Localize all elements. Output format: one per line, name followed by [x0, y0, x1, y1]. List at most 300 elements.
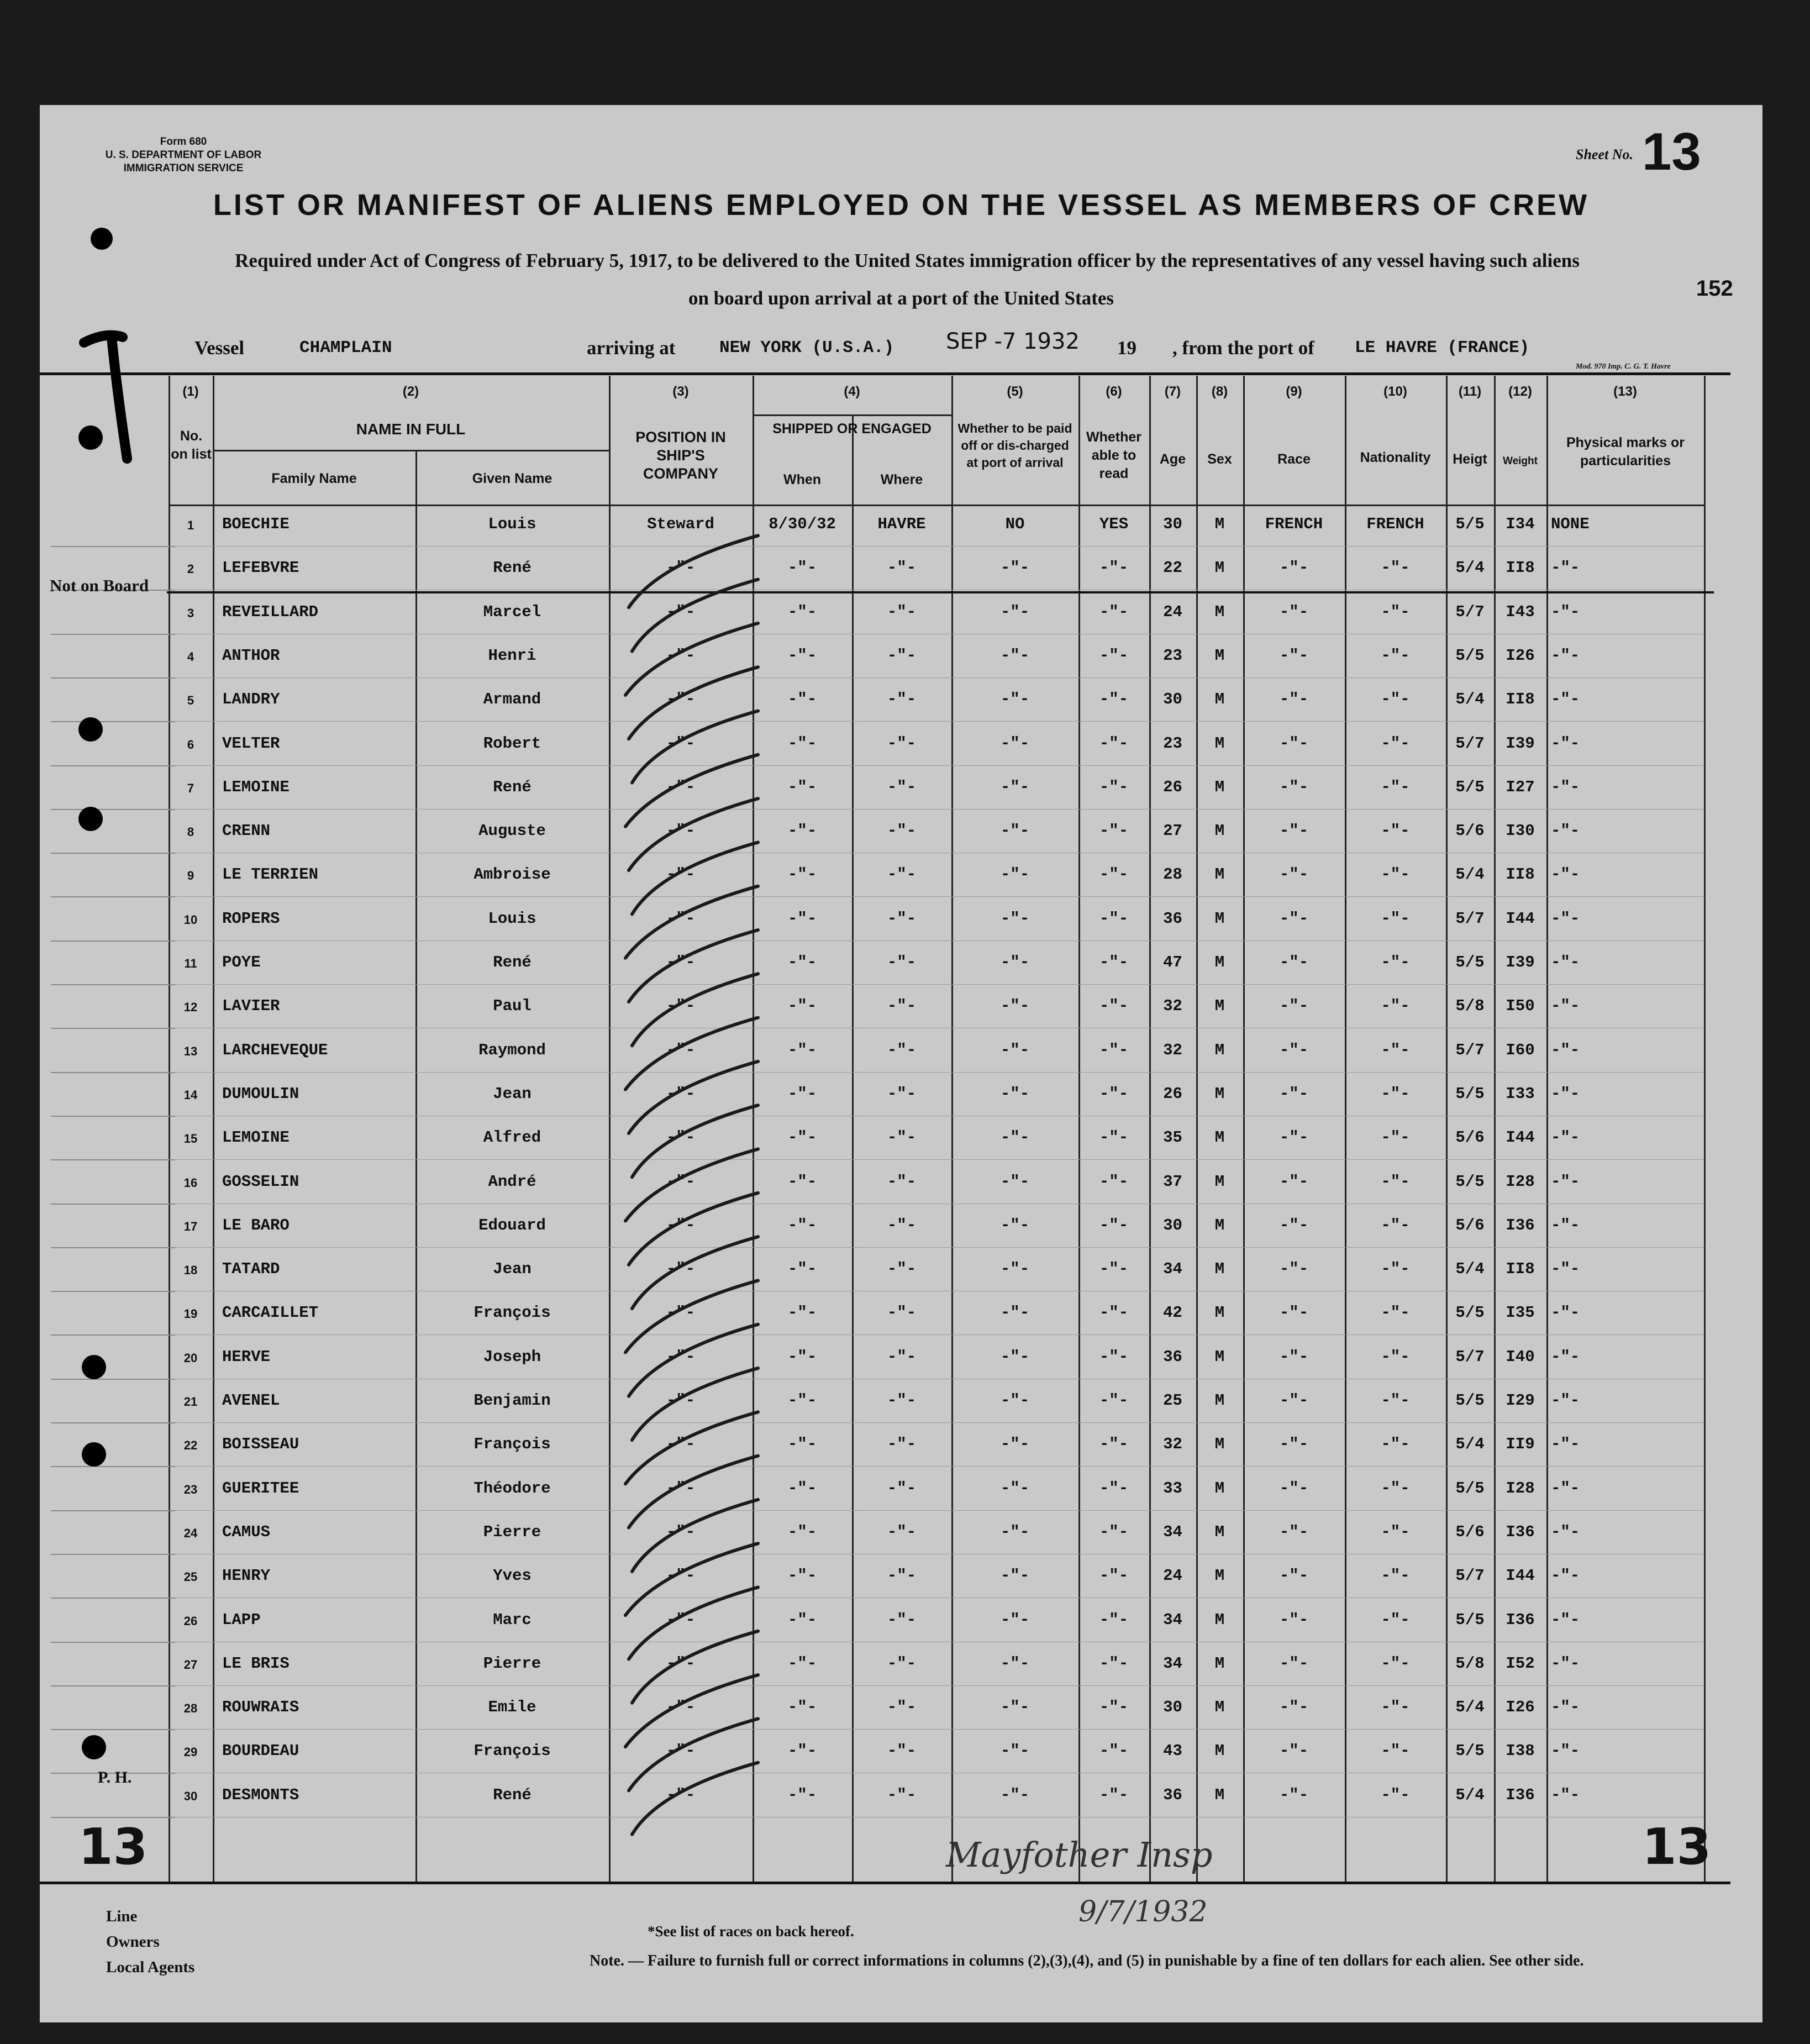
row-shipped-when: -"-: [787, 777, 817, 796]
row-able-to-read: -"-: [1099, 865, 1129, 884]
row-shipped-when: -"-: [787, 1391, 817, 1410]
table-row: [40, 1730, 1762, 1773]
row-able-to-read: -"-: [1099, 1084, 1129, 1103]
row-given-name: Benjamin: [473, 1391, 551, 1410]
row-shipped-where: -"-: [887, 690, 917, 709]
table-row: [40, 1686, 1762, 1730]
document-subtitle-line1: Required under Act of Congress of February 5, 1917, to be delivered to the United States immigration officer by the representatives of any vessel having such aliens: [235, 250, 1580, 271]
row-family-name: LE BARO: [222, 1216, 290, 1234]
row-family-name: LEMOINE: [222, 1128, 290, 1147]
row-age: 32: [1163, 997, 1182, 1016]
check-mark: [632, 580, 758, 651]
table-row: [40, 547, 1762, 590]
row-nationality: -"-: [1381, 1304, 1410, 1322]
row-race: -"-: [1279, 777, 1309, 796]
row-family-name: BOECHIE: [222, 515, 290, 533]
row-number: 27: [183, 1657, 198, 1672]
row-family-name: LE BRIS: [222, 1654, 290, 1673]
row-number: 19: [183, 1307, 198, 1321]
row-able-to-read: -"-: [1099, 1567, 1129, 1585]
row-nationality: -"-: [1381, 690, 1410, 709]
from-port-label: , from the port of: [1172, 337, 1314, 359]
row-number: 5: [187, 693, 194, 708]
check-mark: [632, 1763, 758, 1835]
row-family-name: DESMONTS: [222, 1785, 299, 1804]
row-number: 13: [183, 1044, 198, 1058]
row-able-to-read: -"-: [1099, 1172, 1129, 1191]
row-age: 36: [1163, 1347, 1182, 1366]
row-physical-marks: -"-: [1551, 559, 1580, 577]
row-age: 36: [1163, 1785, 1182, 1804]
row-able-to-read: -"-: [1099, 1216, 1129, 1234]
row-nationality: -"-: [1381, 1610, 1410, 1629]
check-mark: [632, 1368, 758, 1440]
row-sex: M: [1214, 1084, 1225, 1103]
penalty-note: Note. — Failure to furnish full or correct informations in columns (2),(3),(4), and (5) in punishable by a fine of ten dollars for each alien. See other side.: [590, 1952, 1584, 1969]
row-shipped-where: -"-: [887, 1698, 917, 1717]
row-paid-off: -"-: [1000, 1785, 1030, 1804]
row-nationality: -"-: [1381, 822, 1410, 840]
row-sex: M: [1214, 1522, 1225, 1541]
row-able-to-read: -"-: [1099, 997, 1129, 1016]
row-family-name: HERVE: [222, 1347, 271, 1366]
row-able-to-read: -"-: [1099, 1785, 1129, 1804]
row-height: 5/4: [1455, 690, 1485, 709]
row-number: 10: [183, 912, 198, 927]
header-paid-off: Whether to be paid off or dis-charged at port of arrival: [957, 421, 1072, 470]
from-port: LE HAVRE (FRANCE): [1355, 338, 1530, 358]
row-able-to-read: -"-: [1099, 822, 1129, 840]
table-row: [40, 1336, 1762, 1379]
row-position: -"-: [666, 1435, 696, 1454]
row-shipped-when: -"-: [787, 559, 817, 577]
row-given-name: Raymond: [478, 1041, 546, 1059]
row-race: -"-: [1279, 1084, 1309, 1103]
row-shipped-when: -"-: [787, 1522, 817, 1541]
colnum-8: (8): [1211, 384, 1228, 399]
row-age: 43: [1163, 1742, 1182, 1761]
row-number: 1: [187, 518, 194, 532]
not-on-board-strike-line: [167, 591, 1714, 593]
name-subheader-line: [213, 450, 609, 451]
row-position: -"-: [666, 909, 696, 928]
row-race: -"-: [1279, 1128, 1309, 1147]
row-sex: M: [1214, 1610, 1225, 1629]
row-weight: I27: [1506, 777, 1535, 796]
row-position: -"-: [666, 646, 696, 665]
row-given-name: René: [493, 1785, 532, 1804]
row-height: 5/4: [1455, 1260, 1485, 1279]
row-race: FRENCH: [1265, 515, 1323, 533]
document-subtitle-line2: on board upon arrival at a port of the United States: [688, 287, 1114, 309]
check-mark: [629, 1719, 758, 1790]
row-number: 6: [187, 737, 194, 752]
row-height: 5/8: [1455, 997, 1485, 1016]
row-able-to-read: -"-: [1099, 1742, 1129, 1761]
row-race: -"-: [1279, 1435, 1309, 1454]
row-sex: M: [1214, 997, 1225, 1016]
colnum-9: (9): [1286, 384, 1302, 399]
row-able-to-read: -"-: [1099, 1479, 1129, 1497]
row-weight: I30: [1506, 822, 1535, 840]
row-position: -"-: [666, 1522, 696, 1541]
row-age: 23: [1163, 734, 1182, 753]
row-shipped-where: -"-: [887, 646, 917, 665]
form-number: Form 680: [160, 136, 207, 148]
row-race: -"-: [1279, 1172, 1309, 1191]
row-age: 26: [1163, 777, 1182, 796]
row-position: -"-: [666, 822, 696, 840]
row-able-to-read: -"-: [1099, 690, 1129, 709]
row-nationality: -"-: [1381, 1479, 1410, 1497]
row-race: -"-: [1279, 1610, 1309, 1629]
row-height: 5/5: [1455, 1610, 1485, 1629]
row-sex: M: [1214, 1260, 1225, 1279]
row-physical-marks: -"-: [1551, 777, 1580, 796]
row-able-to-read: -"-: [1099, 734, 1129, 753]
sheet-number: 13: [1642, 122, 1701, 181]
row-position: -"-: [666, 1391, 696, 1410]
header-given-name: Given Name: [472, 471, 553, 486]
table-row: [40, 1467, 1762, 1511]
header-physical-marks: Physical marks or particularities: [1566, 435, 1685, 469]
row-shipped-where: -"-: [887, 602, 917, 621]
page-number: 152: [1696, 276, 1733, 301]
row-height: 5/5: [1455, 515, 1485, 533]
row-weight: I36: [1506, 1216, 1535, 1234]
row-position: -"-: [666, 1347, 696, 1366]
row-shipped-where: -"-: [887, 1610, 917, 1629]
check-mark: [632, 1105, 758, 1177]
row-weight: I39: [1506, 953, 1535, 971]
table-bottom-border: [40, 1882, 1730, 1884]
table-row: [40, 1599, 1762, 1642]
row-nationality: -"-: [1381, 1128, 1410, 1147]
row-sex: M: [1214, 1435, 1225, 1454]
row-shipped-when: -"-: [787, 865, 817, 884]
row-family-name: LANDRY: [222, 690, 280, 709]
row-sex: M: [1214, 909, 1225, 928]
row-sex: M: [1214, 1567, 1225, 1585]
row-shipped-when: -"-: [787, 1610, 817, 1629]
row-nationality: -"-: [1381, 734, 1410, 753]
row-shipped-where: -"-: [887, 953, 917, 971]
row-given-name: Pierre: [483, 1522, 541, 1541]
sheet-label: Sheet No.: [1576, 146, 1633, 162]
header-when: When: [783, 472, 822, 487]
colnum-7: (7): [1164, 384, 1181, 399]
row-age: 27: [1163, 822, 1182, 840]
row-given-name: Paul: [493, 997, 532, 1016]
row-nationality: -"-: [1381, 1084, 1410, 1103]
check-mark: [632, 1237, 758, 1309]
row-paid-off: -"-: [1000, 1522, 1030, 1541]
row-family-name: CAMUS: [222, 1522, 271, 1541]
department-name: U. S. DEPARTMENT OF LABOR: [105, 149, 262, 161]
row-physical-marks: -"-: [1551, 734, 1580, 753]
row-height: 5/5: [1455, 1172, 1485, 1191]
row-number: 9: [187, 869, 194, 883]
row-shipped-where: -"-: [887, 1742, 917, 1761]
colnum-12: (12): [1508, 384, 1532, 399]
header-name-in-full: NAME IN FULL: [356, 421, 466, 438]
row-position: -"-: [666, 1567, 696, 1585]
row-sex: M: [1214, 1391, 1225, 1410]
row-nationality: -"-: [1381, 1435, 1410, 1454]
row-shipped-when: -"-: [787, 1304, 817, 1322]
header-race: Race: [1277, 451, 1311, 467]
row-age: 26: [1163, 1084, 1182, 1103]
row-weight: II9: [1506, 1435, 1535, 1454]
row-weight: I28: [1506, 1479, 1535, 1497]
header-no-on-list: No. on list: [171, 428, 212, 462]
row-race: -"-: [1279, 602, 1309, 621]
row-nationality: -"-: [1381, 777, 1410, 796]
row-shipped-when: -"-: [787, 1742, 817, 1761]
table-row: [40, 634, 1762, 678]
footer-local-agents-label: Local Agents: [106, 1958, 195, 1976]
row-race: -"-: [1279, 997, 1309, 1016]
row-shipped-where: -"-: [887, 1479, 917, 1497]
row-nationality: -"-: [1381, 1172, 1410, 1191]
row-physical-marks: -"-: [1551, 865, 1580, 884]
row-shipped-where: -"-: [887, 1391, 917, 1410]
row-able-to-read: -"-: [1099, 646, 1129, 665]
row-position: -"-: [666, 777, 696, 796]
row-weight: I33: [1506, 1084, 1535, 1103]
row-given-name: Ambroise: [473, 865, 551, 884]
row-weight: I44: [1506, 909, 1535, 928]
row-given-name: Joseph: [483, 1347, 541, 1366]
table-row: [40, 1204, 1762, 1248]
row-number: 29: [183, 1745, 198, 1759]
colnum-3: (3): [672, 384, 689, 399]
row-number: 12: [183, 1000, 198, 1015]
row-sex: M: [1214, 515, 1225, 533]
row-given-name: René: [493, 953, 532, 971]
row-nationality: -"-: [1381, 1522, 1410, 1541]
row-number: 15: [183, 1132, 198, 1146]
row-physical-marks: -"-: [1551, 953, 1580, 971]
table-row: [40, 1423, 1762, 1467]
row-race: -"-: [1279, 1391, 1309, 1410]
row-height: 5/4: [1455, 865, 1485, 884]
row-weight: I35: [1506, 1304, 1535, 1322]
row-family-name: CARCAILLET: [222, 1304, 319, 1322]
row-age: 35: [1163, 1128, 1182, 1147]
row-able-to-read: YES: [1099, 515, 1129, 533]
row-shipped-when: 8/30/32: [769, 515, 836, 533]
row-given-name: Armand: [483, 690, 541, 709]
row-given-name: Marc: [493, 1610, 532, 1629]
margin-note-not-on-board: Not on Board: [50, 576, 149, 595]
row-race: -"-: [1279, 1304, 1309, 1322]
row-height: 5/7: [1455, 1567, 1485, 1585]
table-row: [40, 1291, 1762, 1335]
row-position: -"-: [666, 1041, 696, 1059]
row-shipped-when: -"-: [787, 690, 817, 709]
row-shipped-when: -"-: [787, 1654, 817, 1673]
row-nationality: -"-: [1381, 1567, 1410, 1585]
row-weight: I40: [1506, 1347, 1535, 1366]
punch-hole: [82, 1442, 106, 1467]
row-position: -"-: [666, 1785, 696, 1804]
header-family-name: Family Name: [271, 471, 357, 486]
colnum-6: (6): [1106, 384, 1122, 399]
row-number: 20: [183, 1351, 198, 1365]
arriving-port: NEW YORK (U.S.A.): [719, 338, 895, 358]
row-able-to-read: -"-: [1099, 1260, 1129, 1279]
row-age: 34: [1163, 1522, 1182, 1541]
row-family-name: LE TERRIEN: [222, 865, 319, 884]
row-position: -"-: [666, 602, 696, 621]
row-age: 23: [1163, 646, 1182, 665]
punch-hole: [91, 228, 113, 250]
row-shipped-where: -"-: [887, 1304, 917, 1322]
service-name: IMMIGRATION SERVICE: [123, 162, 244, 174]
row-position: -"-: [666, 1698, 696, 1717]
row-position: -"-: [666, 1084, 696, 1103]
row-shipped-when: -"-: [787, 1172, 817, 1191]
row-position: -"-: [666, 690, 696, 709]
row-race: -"-: [1279, 1742, 1309, 1761]
row-race: -"-: [1279, 1216, 1309, 1234]
row-nationality: -"-: [1381, 865, 1410, 884]
row-number: 24: [183, 1526, 198, 1540]
margin-note-ph: P. H.: [98, 1768, 132, 1786]
row-height: 5/7: [1455, 909, 1485, 928]
row-family-name: ROUWRAIS: [222, 1698, 299, 1717]
row-family-name: LEMOINE: [222, 777, 290, 796]
row-paid-off: -"-: [1000, 734, 1030, 753]
check-mark: [629, 930, 758, 1002]
row-shipped-where: -"-: [887, 1172, 917, 1191]
row-nationality: -"-: [1381, 1216, 1410, 1234]
row-physical-marks: -"-: [1551, 1084, 1580, 1103]
row-number: 18: [183, 1263, 198, 1278]
row-able-to-read: -"-: [1099, 1654, 1129, 1673]
row-paid-off: -"-: [1000, 1084, 1030, 1103]
check-mark: [629, 1062, 758, 1133]
row-race: -"-: [1279, 646, 1309, 665]
row-able-to-read: -"-: [1099, 1522, 1129, 1541]
row-shipped-when: -"-: [787, 822, 817, 840]
row-sex: M: [1214, 953, 1225, 971]
races-footnote: *See list of races on back hereof.: [648, 1923, 854, 1940]
row-shipped-where: -"-: [887, 1041, 917, 1059]
row-race: -"-: [1279, 822, 1309, 840]
row-shipped-where: -"-: [887, 822, 917, 840]
table-row: [40, 1642, 1762, 1686]
row-sex: M: [1214, 1785, 1225, 1804]
check-mark: [632, 711, 758, 783]
table-row: [40, 1116, 1762, 1160]
row-weight: I38: [1506, 1742, 1535, 1761]
row-age: 34: [1163, 1610, 1182, 1629]
colnum-5: (5): [1007, 384, 1023, 399]
row-weight: I26: [1506, 646, 1535, 665]
row-given-name: Louis: [488, 515, 536, 533]
row-weight: I36: [1506, 1522, 1535, 1541]
row-family-name: POYE: [222, 953, 261, 971]
check-mark: [632, 1631, 758, 1703]
row-family-name: AVENEL: [222, 1391, 280, 1410]
row-age: 28: [1163, 865, 1182, 884]
row-weight: I29: [1506, 1391, 1535, 1410]
row-physical-marks: NONE: [1551, 515, 1590, 533]
row-age: 47: [1163, 953, 1182, 971]
year-label: 19: [1117, 337, 1136, 359]
row-age: 37: [1163, 1172, 1182, 1191]
mod-printer-note: Mod. 970 Imp. C. G. T. Havre: [1576, 362, 1671, 371]
row-given-name: François: [473, 1304, 551, 1322]
row-height: 5/4: [1455, 559, 1485, 577]
row-able-to-read: -"-: [1099, 1128, 1129, 1147]
row-age: 32: [1163, 1435, 1182, 1454]
row-position: -"-: [666, 1260, 696, 1279]
row-able-to-read: -"-: [1099, 777, 1129, 796]
row-physical-marks: -"-: [1551, 690, 1580, 709]
colnum-11: (11): [1458, 384, 1482, 399]
row-paid-off: -"-: [1000, 1304, 1030, 1322]
row-nationality: -"-: [1381, 1391, 1410, 1410]
row-race: -"-: [1279, 909, 1309, 928]
row-physical-marks: -"-: [1551, 909, 1580, 928]
row-shipped-where: -"-: [887, 1522, 917, 1541]
table-row: [40, 897, 1762, 941]
punch-hole: [82, 1735, 106, 1759]
row-physical-marks: -"-: [1551, 1260, 1580, 1279]
row-shipped-where: -"-: [887, 865, 917, 884]
check-mark: [632, 842, 758, 914]
table-row: [40, 1379, 1762, 1423]
row-height: 5/5: [1455, 777, 1485, 796]
table-row: [40, 1029, 1762, 1073]
row-number: 28: [183, 1701, 198, 1716]
row-shipped-when: -"-: [787, 909, 817, 928]
row-race: -"-: [1279, 1260, 1309, 1279]
row-given-name: Jean: [493, 1084, 532, 1103]
row-physical-marks: -"-: [1551, 1479, 1580, 1497]
row-paid-off: -"-: [1000, 1216, 1030, 1234]
row-position: Steward: [647, 515, 714, 533]
row-age: 33: [1163, 1479, 1182, 1497]
row-paid-off: NO: [1005, 515, 1025, 533]
row-given-name: René: [493, 559, 532, 577]
row-age: 24: [1163, 1567, 1182, 1585]
check-mark: [632, 1500, 758, 1572]
table-row: [40, 503, 1762, 547]
row-shipped-where: -"-: [887, 777, 917, 796]
row-position: -"-: [666, 1610, 696, 1629]
stamp-left-sheet-number: 13: [78, 1818, 148, 1876]
row-paid-off: -"-: [1000, 997, 1030, 1016]
row-race: -"-: [1279, 1347, 1309, 1366]
punch-hole: [82, 1355, 106, 1379]
row-able-to-read: -"-: [1099, 1610, 1129, 1629]
row-shipped-when: -"-: [787, 602, 817, 621]
colnum-10: (10): [1383, 384, 1407, 399]
row-nationality: -"-: [1381, 1785, 1410, 1804]
row-nationality: -"-: [1381, 997, 1410, 1016]
row-race: -"-: [1279, 1567, 1309, 1585]
row-paid-off: -"-: [1000, 646, 1030, 665]
row-paid-off: -"-: [1000, 690, 1030, 709]
row-given-name: Yves: [493, 1567, 532, 1585]
row-able-to-read: -"-: [1099, 1391, 1129, 1410]
row-race: -"-: [1279, 690, 1309, 709]
row-family-name: BOISSEAU: [222, 1435, 299, 1454]
